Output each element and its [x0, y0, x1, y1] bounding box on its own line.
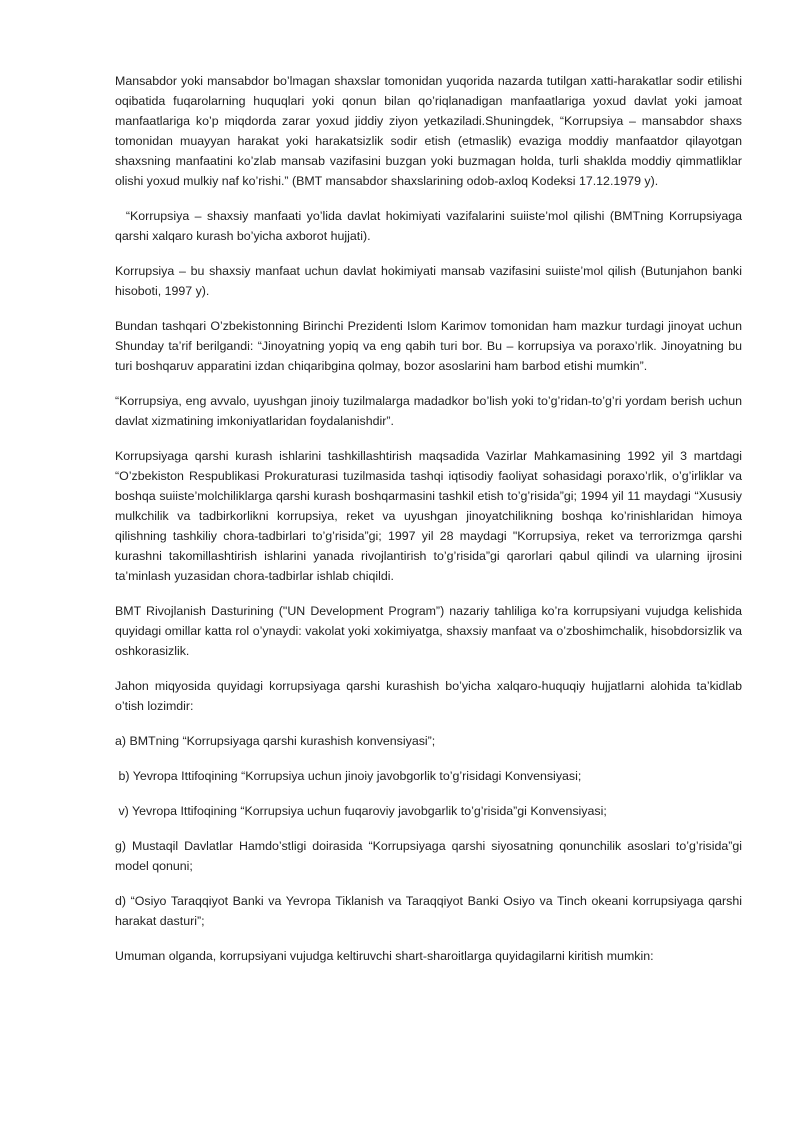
- paragraph-undp-analysis: BMT Rivojlanish Dasturining ("UN Development Program”) nazariy tahliliga ko’ra korrupsiyani vujudga kelishida quyidagi omillar katta rol o’ynaydi: vakolat yoki xokimiyatga, shaxsiy manfaat va o’zboshimchalik, hisobdorsizlik va oshkorasizlik.: [115, 604, 742, 658]
- paragraph-president-quote: Bundan tashqari O’zbekistonning Birinchi Prezidenti Islom Karimov tomonidan ham mazkur turdagi jinoyat uchun Shunday ta’rif berilgandi: “Jinoyatning yopiq va eng qabih turi bor. Bu – korrupsiya va poraxo’rlik. Jinoyatning bu turi boshqaruv apparatini izdan chiqaribgina qolmay, bozor asoslarini ham barbod etishi mumkin”.: [115, 319, 742, 373]
- paragraph-government-decrees: Korrupsiyaga qarshi kurash ishlarini tashkillashtirish maqsadida Vazirlar Mahkamasining 1992 yil 3 martdagi “O’zbekiston Respublikasi Prokuraturasi tuzilmasida tashqi iqtisodiy faoliyat sohasidagi poraxo’rlik, o’g’irliklar va boshqa suiiste’molchiliklarga qarshi kurash boshqarmasini tashkil etish to’g’risida”gi; 1994 yil 11 maydagi “Xususiy mulkchilik va tadbirkorlikni korrupsiya, reket va uyushgan jinoyatchilikning boshqa ko’rinishlaridan himoya qilishning tashkiliy chora-tadbirlari to’g’risida”gi; 1997 yil 28 maydagi "Korrupsiya, reket va terrorizmga qarshi kurashni takomillashtirish ishlarini yanada rivojlantirish to’g’risida”gi qarorlari qabul qilindi va ularning ijrosini ta’minlash yuzasidan chora-tadbirlar ishlab chiqildi.: [115, 449, 742, 583]
- paragraph-organized-crime-quote: “Korrupsiya, eng avvalo, uyushgan jinoiy tuzilmalarga madadkor bo’lish yoki to’g’ridan-to’g’ri yordam berish uchun davlat xizmatining imkoniyatlaridan foydalanishdir”.: [115, 394, 742, 428]
- list-item-g: g) Mustaqil Davlatlar Hamdo’stligi doirasida “Korrupsiyaga qarshi siyosatning qonunchilik asoslari to’g’risida”gi model qonuni;: [115, 839, 742, 873]
- list-item-d: d) “Osiyo Taraqqiyot Banki va Yevropa Tiklanish va Taraqqiyot Banki Osiyo va Tinch okeani korrupsiyaga qarshi harakat dasturi”;: [115, 894, 742, 928]
- paragraph-definitions-intro: Mansabdor yoki mansabdor bo’lmagan shaxslar tomonidan yuqorida nazarda tutilgan xatti-harakatlar sodir etilishi oqibatida fuqarolarning huquqlari yoki qonun bilan qo’riqlanadigan manfaatlariga yoxud davlat yoki jamoat manfaatlariga ko’p miqdorda zarar yoxud jiddiy ziyon yetkaziladi.Shuningdek, “Korrupsiya – mansabdor shaxs tomonidan muayyan harakat yoki harakatsizlik sodir etish (etmaslik) evaziga moddiy manfaatdor qilayotgan shaxsning manfaatini ko’zlab mansab vazifasini buzgan yoki buzmagan holda, turli shaklda moddiy qimmatliklar olishi yoxud mulkiy naf ko’rishi.” (BMT mansabdor shaxslarining odob-axloq Kodeksi 17.12.1979 y).: [115, 74, 742, 188]
- list-item-v: v) Yevropa Ittifoqining “Korrupsiya uchun fuqaroviy javobgarlik to’g’risida”gi Konvensiyasi;: [115, 804, 607, 818]
- list-item-a: a) BMTning “Korrupsiyaga qarshi kurashish konvensiyasi”;: [115, 734, 436, 748]
- paragraph-conditions-intro: Umuman olganda, korrupsiyani vujudga keltiruvchi shart-sharoitlarga quyidagilarni kiritish mumkin:: [115, 949, 654, 963]
- paragraph-world-bank-definition: Korrupsiya – bu shaxsiy manfaat uchun davlat hokimiyati mansab vazifasini suiiste’mol qilish (Butunjahon banki hisoboti, 1997 y).: [115, 264, 742, 298]
- paragraph-un-definition: “Korrupsiya – shaxsiy manfaati yo’lida davlat hokimiyati vazifalarini suiiste’mol qilishi (BMTning Korrupsiyaga qarshi xalqaro kurash bo’yicha axborot hujjati).: [115, 209, 746, 243]
- list-item-b: b) Yevropa Ittifoqining “Korrupsiya uchun jinoiy javobgorlik to’g’risidagi Konvensiyasi;: [115, 769, 582, 783]
- document-page: [115, 71, 746, 981]
- paragraph-international-documents-intro: Jahon miqyosida quyidagi korrupsiyaga qarshi kurashish bo’yicha xalqaro-huquqiy hujjatlarni alohida ta’kidlab o’tish lozimdir:: [115, 679, 742, 713]
